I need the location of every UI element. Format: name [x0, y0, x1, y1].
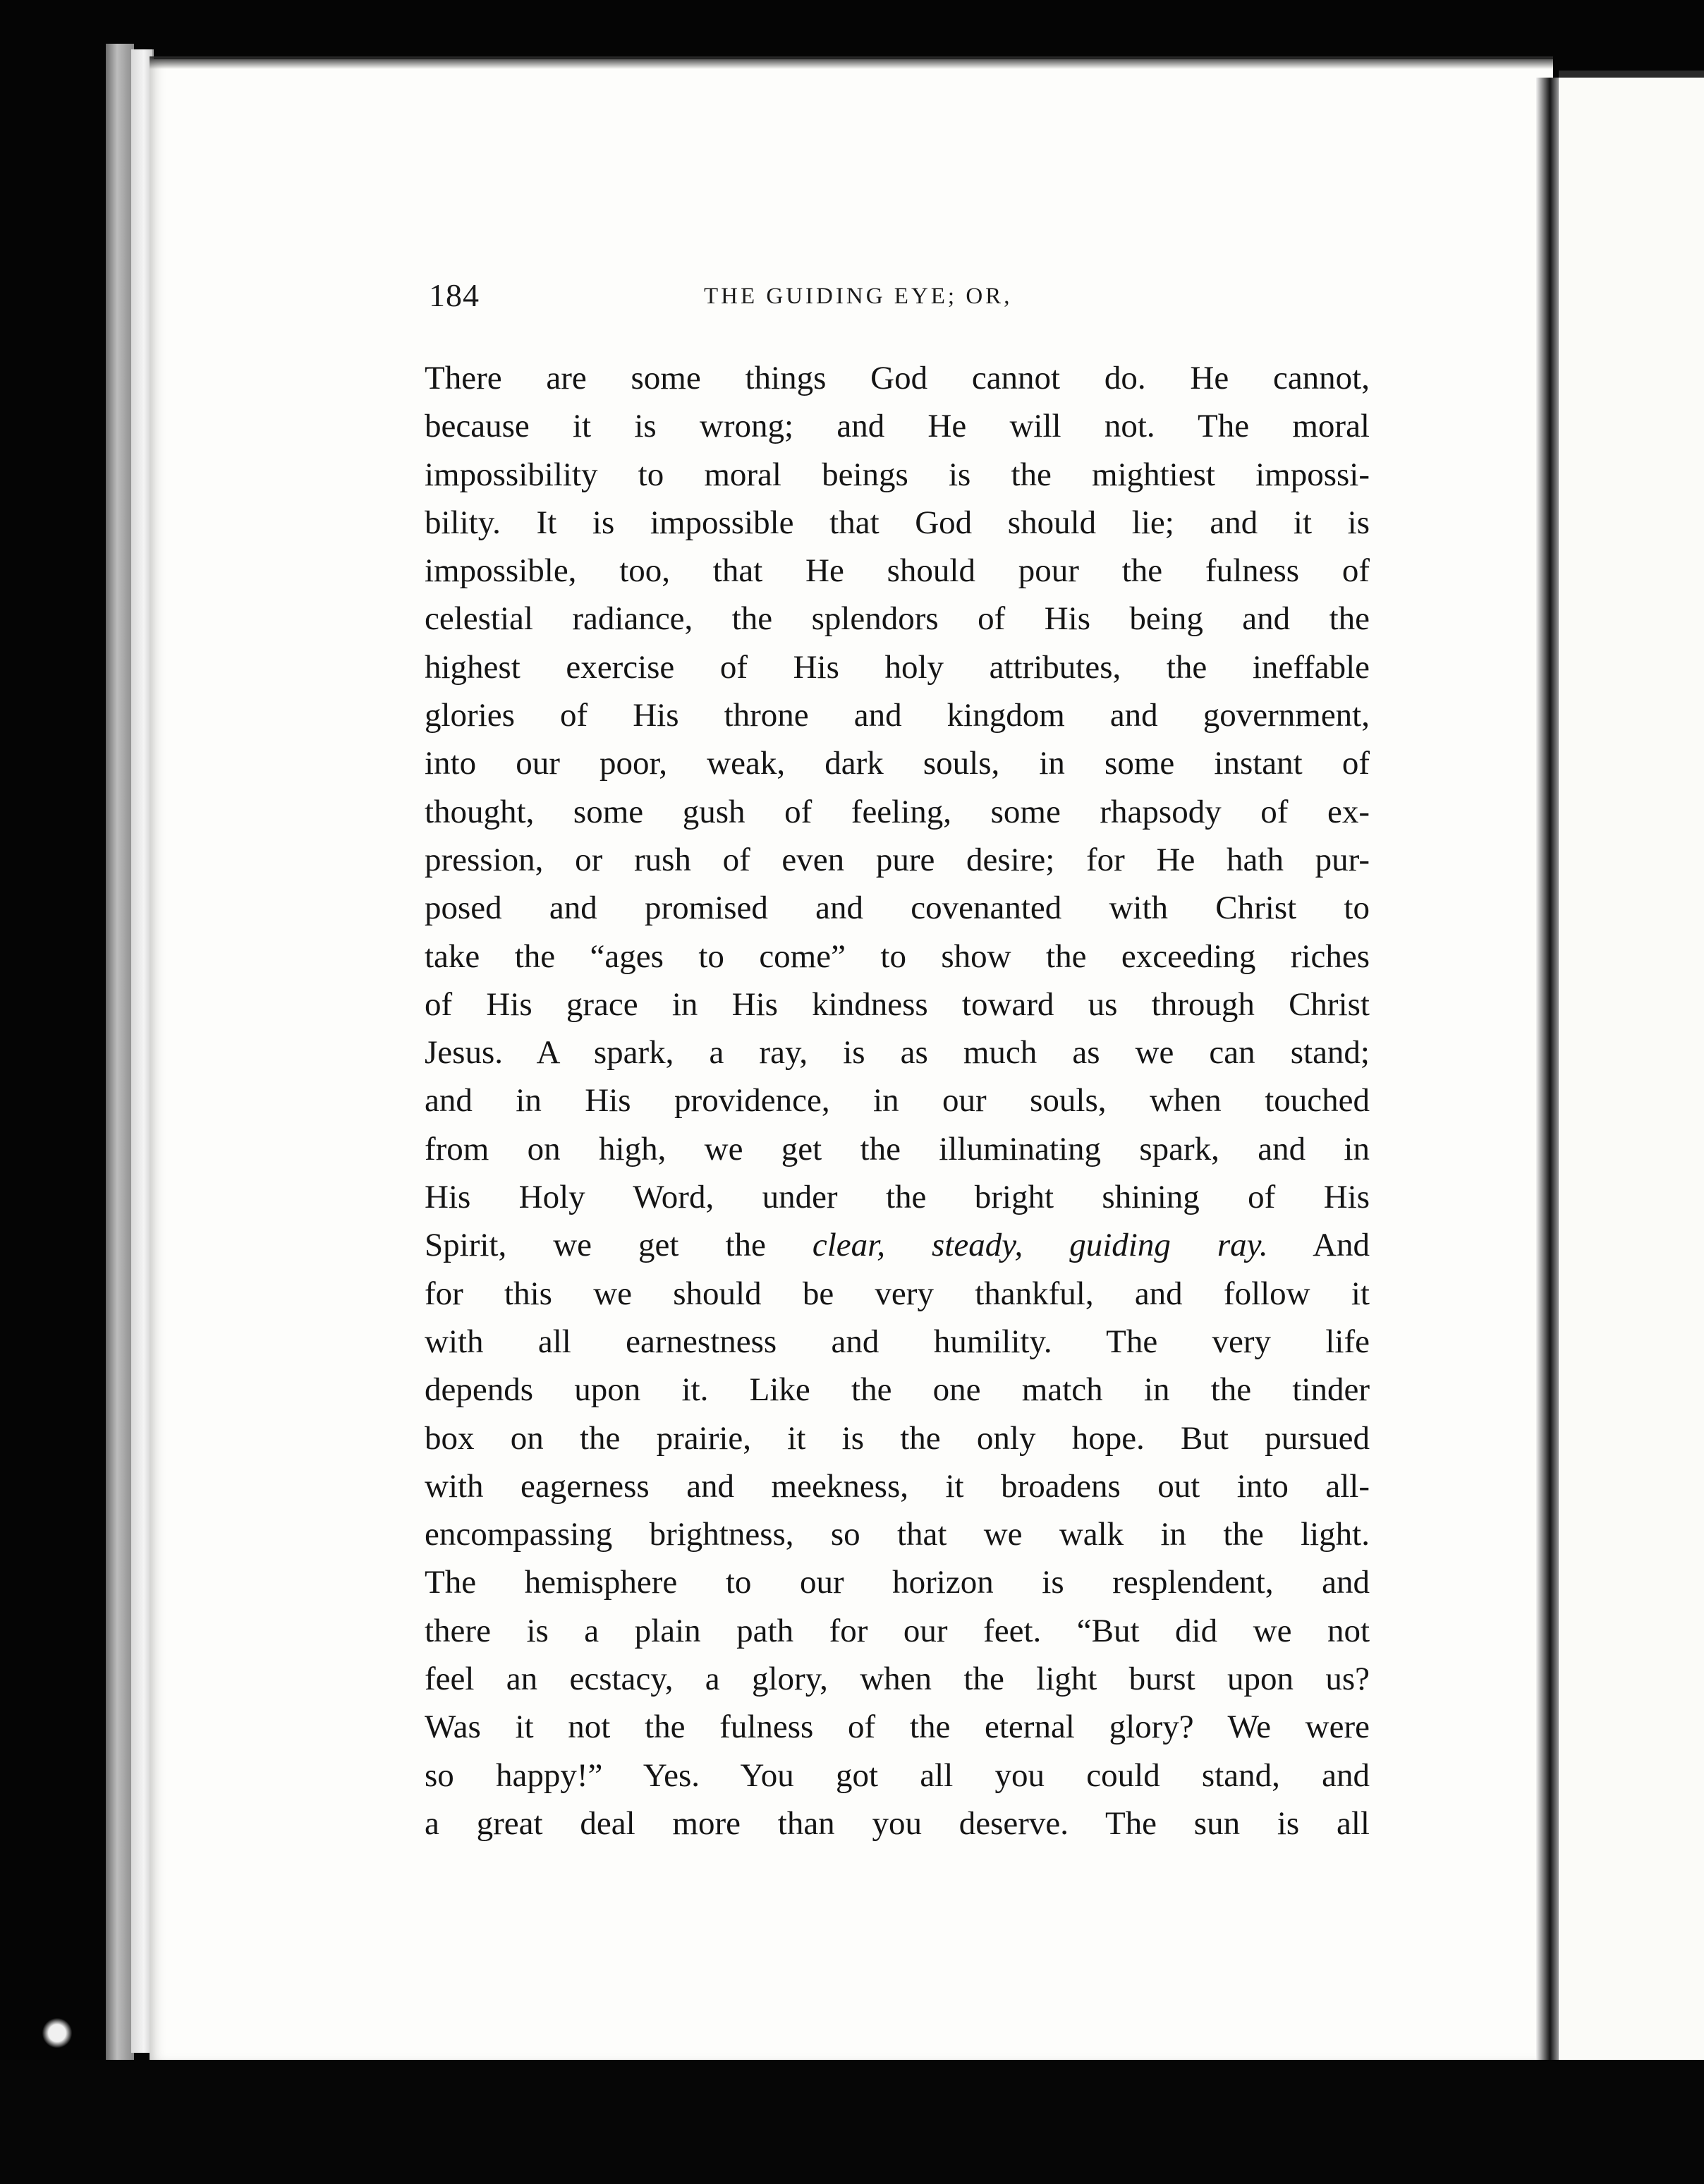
- text-line: thought, some gush of feeling, some rhapsody of ex-: [425, 793, 1370, 830]
- text-line: of His grace in His kindness toward us through Christ: [425, 985, 1370, 1023]
- italic-phrase: clear, steady, guiding ray.: [812, 1227, 1268, 1264]
- facing-page-edge: [1559, 71, 1704, 2074]
- body-text: [425, 354, 1370, 1848]
- book-gutter: [1536, 78, 1562, 2060]
- text-line: bility. It is impossible that God should lie; and it is: [425, 504, 1370, 541]
- line-start: Spirit, we get the: [425, 1227, 813, 1264]
- line-end: And: [1267, 1227, 1370, 1264]
- running-head: [429, 277, 1374, 326]
- running-title: THE GUIDING EYE; OR,: [704, 284, 1013, 309]
- text-line: because it is wrong; and He will not. The moral: [425, 408, 1370, 445]
- text-line: Was it not the fulness of the eternal glory? We were: [425, 1709, 1370, 1746]
- text-line: Jesus. A spark, a ray, is as much as we can stand;: [425, 1034, 1370, 1072]
- text-line: posed and promised and covenanted with Christ to: [425, 890, 1370, 927]
- text-line: and in His providence, in our souls, when touched: [425, 1082, 1370, 1120]
- text-line: into our poor, weak, dark souls, in some instant of: [425, 745, 1370, 782]
- text-line: The hemisphere to our horizon is resplendent, and: [425, 1564, 1370, 1601]
- page-top-shadow: [150, 56, 1553, 69]
- text-line: from on high, we get the illuminating spark, and in: [425, 1130, 1370, 1167]
- text-line: there is a plain path for our feet. “But did we not: [425, 1612, 1370, 1649]
- text-line: encompassing brightness, so that we walk in the light.: [425, 1516, 1370, 1553]
- text-line: for this we should be very thankful, and follow it: [425, 1275, 1370, 1312]
- scan-speck: [42, 2018, 72, 2049]
- scan-bottom-border: [0, 2060, 1704, 2184]
- text-line: so happy!” Yes. You got all you could stand, and: [425, 1757, 1370, 1794]
- book-cover-edge: [106, 44, 134, 2061]
- text-line: There are some things God cannot do. He cannot,: [425, 360, 1370, 396]
- text-line: with all earnestness and humility. The very life: [425, 1323, 1370, 1360]
- text-line: celestial radiance, the splendors of His being and the: [425, 600, 1370, 638]
- page-number: 184: [429, 277, 480, 313]
- text-line: box on the prairie, it is the only hope. But pursued: [425, 1419, 1370, 1457]
- text-line: highest exercise of His holy attributes, the ineffable: [425, 648, 1370, 686]
- text-line: feel an ecstacy, a glory, when the light burst upon us?: [425, 1661, 1370, 1698]
- text-line: a great deal more than you deserve. The sun is all: [425, 1804, 1370, 1842]
- text-line: impossible, too, that He should pour the fulness of: [425, 552, 1370, 590]
- text-line: impossibility to moral beings is the mightiest impossi-: [425, 456, 1370, 493]
- text-line: take the “ages to come” to show the exceeding riches: [425, 938, 1370, 975]
- text-line: pression, or rush of even pure desire; for He hath pur-: [425, 841, 1370, 878]
- text-line: glories of His throne and kingdom and government,: [425, 697, 1370, 734]
- text-line: His Holy Word, under the bright shining of His: [425, 1179, 1370, 1216]
- text-line-with-italic: [425, 1221, 1370, 1269]
- text-line: with eagerness and meekness, it broadens out into all-: [425, 1467, 1370, 1505]
- text-line: depends upon it. Like the one match in the tinder: [425, 1371, 1370, 1409]
